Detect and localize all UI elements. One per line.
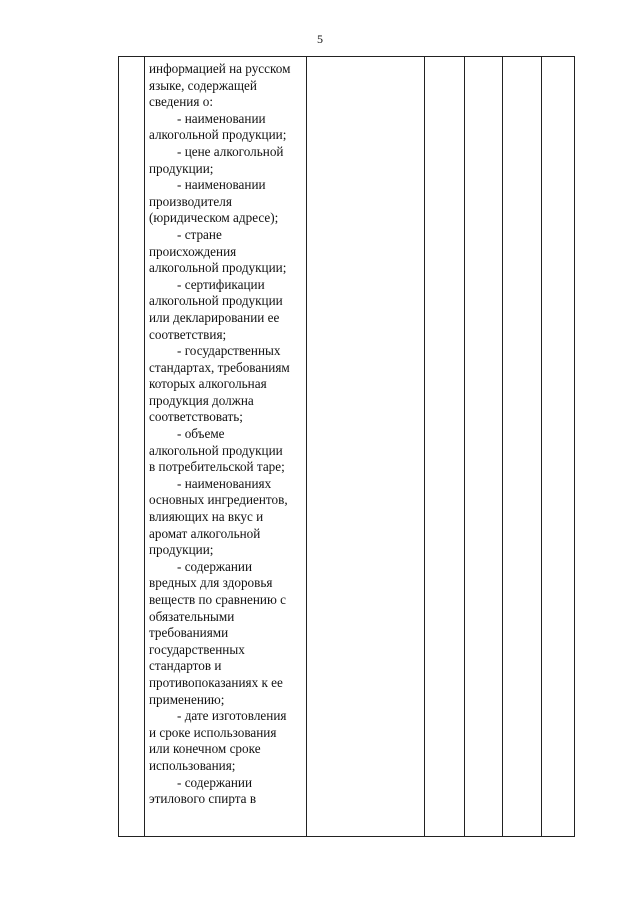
- cell-text-line: обязательными: [149, 608, 235, 624]
- requirement-text-cell: [149, 61, 306, 808]
- column-divider: [306, 57, 307, 836]
- cell-text-line: применению;: [149, 691, 225, 707]
- cell-text-line: влияющих на вкус и: [149, 509, 264, 525]
- cell-text-line: происхождения: [149, 243, 237, 259]
- cell-text-line: противопоказаниях к ее: [149, 674, 283, 690]
- cell-text-line: стандартов и: [149, 658, 222, 674]
- cell-text-line: - цене алкогольной: [177, 143, 284, 159]
- cell-text-line: информацией на русском: [149, 61, 291, 76]
- cell-text-line: - наименовании: [177, 110, 266, 126]
- cell-text-line: производителя: [149, 193, 232, 209]
- cell-text-line: государственных: [149, 641, 245, 657]
- cell-text-line: продукции;: [149, 160, 214, 176]
- cell-text-line: сведения о:: [149, 94, 213, 110]
- cell-text-line: языке, содержащей: [149, 77, 257, 93]
- cell-text-line: этилового спирта в: [149, 791, 257, 807]
- cell-text-line: (юридическом адресе);: [149, 210, 279, 226]
- requirements-table: [118, 56, 574, 837]
- column-divider: [502, 57, 503, 836]
- page-number: 5: [317, 32, 323, 46]
- cell-text-line: продукция должна: [149, 392, 254, 408]
- cell-text-line: которых алкогольная: [149, 376, 267, 392]
- cell-text-line: алкогольной продукции: [149, 293, 283, 309]
- column-divider: [464, 57, 465, 836]
- cell-text-line: или декларировании ее: [149, 309, 280, 325]
- cell-text-line: в потребительской таре;: [149, 459, 285, 475]
- cell-text-line: - наименованиях: [177, 475, 272, 491]
- cell-text-line: алкогольной продукции;: [149, 127, 287, 143]
- cell-text-line: - государственных: [177, 343, 281, 359]
- table-right-border: [574, 56, 575, 837]
- cell-text-line: веществ по сравнению с: [149, 592, 286, 607]
- cell-text-line: соответствовать;: [149, 409, 243, 425]
- cell-text-line: соответствия;: [149, 326, 227, 342]
- cell-text-line: - стране: [177, 226, 222, 242]
- cell-text-line: основных ингредиентов,: [149, 492, 288, 508]
- column-divider: [541, 57, 542, 836]
- cell-text-line: алкогольной продукции: [149, 442, 283, 458]
- cell-text-line: - содержании: [177, 774, 253, 790]
- cell-text-line: - дате изготовления: [177, 708, 287, 724]
- cell-text-line: алкогольной продукции;: [149, 260, 287, 276]
- column-divider: [424, 57, 425, 836]
- cell-text-line: продукции;: [149, 542, 214, 558]
- cell-text-line: требованиями: [149, 625, 229, 641]
- cell-text-line: - наименовании: [177, 177, 266, 193]
- cell-text-line: вредных для здоровья: [149, 575, 273, 591]
- cell-text-line: стандартах, требованиям: [149, 359, 290, 375]
- cell-text-line: аромат алкогольной: [149, 525, 261, 541]
- cell-text-line: - объеме: [177, 426, 225, 442]
- cell-text-line: - содержании: [177, 558, 253, 574]
- cell-text-line: и сроке использования: [149, 724, 277, 740]
- column-divider: [144, 57, 145, 836]
- cell-text-line: - сертификации: [177, 276, 265, 292]
- cell-text-line: или конечном сроке: [149, 741, 261, 757]
- cell-text-line: использования;: [149, 757, 236, 773]
